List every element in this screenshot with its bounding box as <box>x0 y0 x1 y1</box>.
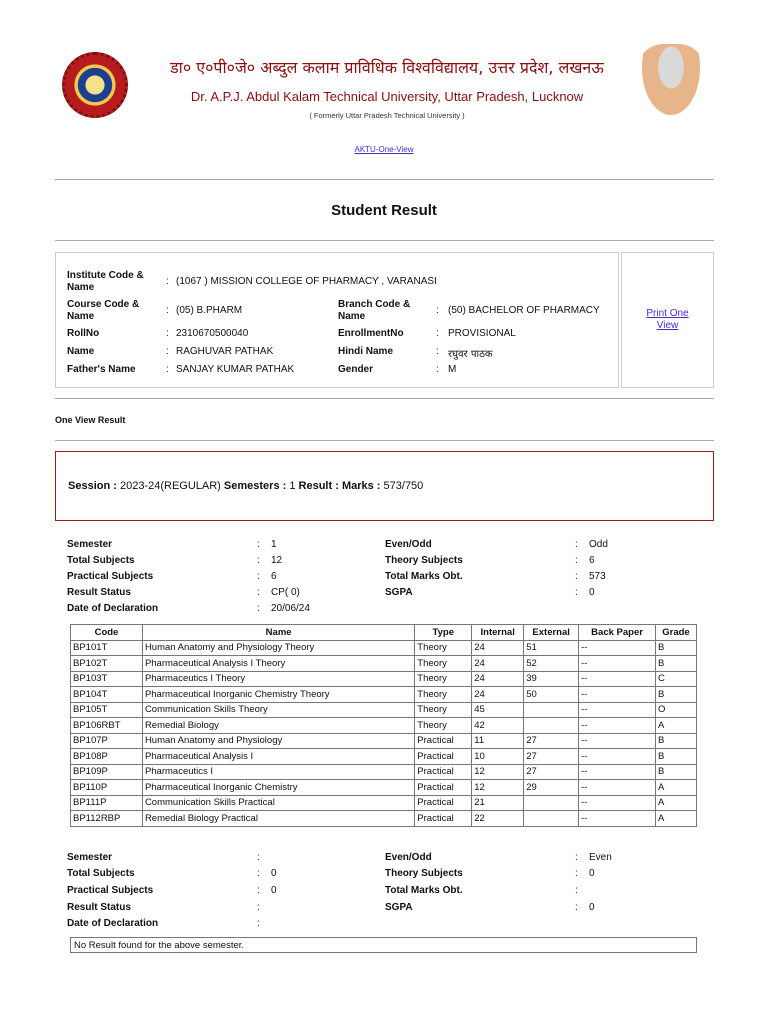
total-subjects-label: Total Subjects <box>67 555 135 566</box>
column-header: Code <box>71 625 143 641</box>
print-panel <box>621 252 714 388</box>
table-cell: 27 <box>524 749 579 765</box>
table-cell: Human Anatomy and Physiology Theory <box>142 640 414 656</box>
table-cell: Practical <box>415 811 472 827</box>
result-status-label: Result Status <box>67 587 131 598</box>
session-value: 2023-24(REGULAR) <box>119 480 221 492</box>
table-row <box>71 764 697 780</box>
enrollment-label: EnrollmentNo <box>338 328 404 339</box>
table-cell: Pharmaceutical Analysis I Theory <box>142 656 414 672</box>
table-cell: 51 <box>524 640 579 656</box>
table-cell: Practical <box>415 733 472 749</box>
table-cell: BP101T <box>71 640 143 656</box>
column-header: Grade <box>655 625 696 641</box>
session-summary-box <box>55 451 714 521</box>
column-header: Name <box>142 625 414 641</box>
table-cell: A <box>655 795 696 811</box>
page-title: Student Result <box>331 202 437 219</box>
result-status-value: CP( 0) <box>271 587 300 598</box>
session-summary-line <box>68 480 423 492</box>
table-cell: -- <box>579 702 656 718</box>
table-cell: B <box>655 733 696 749</box>
university-english-title: Dr. A.P.J. Abdul Kalam Technical University, Uttar Pradesh, Lucknow <box>190 89 584 104</box>
table-cell: -- <box>579 733 656 749</box>
institute-value: (1067 ) MISSION COLLEGE OF PHARMACY , VARANASI <box>176 276 437 287</box>
practical-subjects-value: 0 <box>271 885 277 896</box>
table-cell: B <box>655 749 696 765</box>
table-cell: Remedial Biology <box>142 718 414 734</box>
marks-label: Marks : <box>341 480 381 492</box>
table-cell: Human Anatomy and Physiology <box>142 733 414 749</box>
gender-value: M <box>448 364 457 375</box>
theory-subjects-label: Theory Subjects <box>385 555 463 566</box>
table-row <box>71 687 697 703</box>
table-cell: Practical <box>415 795 472 811</box>
table-cell: 24 <box>472 687 524 703</box>
table-cell: -- <box>579 749 656 765</box>
branch-value: (50) BACHELOR OF PHARMACY <box>448 305 600 316</box>
table-cell: -- <box>579 811 656 827</box>
practical-subjects-label: Practical Subjects <box>67 885 154 896</box>
table-cell: Pharmaceutics I <box>142 764 414 780</box>
table-cell: B <box>655 640 696 656</box>
university-hindi-title: डा० ए०पी०जे० अब्दुल कलाम प्राविधिक विश्वविद्यालय, उत्तर प्रदेश, लखनऊ <box>170 58 604 77</box>
gender-label: Gender <box>338 364 374 375</box>
total-marks-value: 573 <box>589 571 606 582</box>
name-label: Name <box>67 346 95 357</box>
table-cell: -- <box>579 780 656 796</box>
theory-subjects-value: 6 <box>589 555 595 566</box>
table-row <box>71 640 697 656</box>
result-label: Result : <box>298 480 339 492</box>
hindi-name-value: रघुवर पाठक <box>448 349 493 360</box>
table-cell: 10 <box>472 749 524 765</box>
table-cell: 12 <box>472 780 524 796</box>
table-cell: BP106RBT <box>71 718 143 734</box>
table-cell: Pharmaceutical Inorganic Chemistry <box>142 780 414 796</box>
table-row <box>71 702 697 718</box>
name-value: RAGHUVAR PATHAK <box>176 346 274 357</box>
subject-results-table <box>70 624 697 827</box>
table-cell: B <box>655 656 696 672</box>
table-cell: BP103T <box>71 671 143 687</box>
sgpa-label: SGPA <box>385 587 413 598</box>
table-row <box>71 811 697 827</box>
table-row <box>71 718 697 734</box>
table-cell: 22 <box>472 811 524 827</box>
practical-subjects-label: Practical Subjects <box>67 571 154 582</box>
rollno-label: RollNo <box>67 328 100 339</box>
table-body <box>71 640 697 826</box>
table-cell: BP112RBP <box>71 811 143 827</box>
table-cell: 39 <box>524 671 579 687</box>
enrollment-value: PROVISIONAL <box>448 328 516 339</box>
table-cell: Pharmaceutics I Theory <box>142 671 414 687</box>
table-cell: 29 <box>524 780 579 796</box>
column-header: Back Paper <box>579 625 656 641</box>
even-odd-label: Even/Odd <box>385 539 432 550</box>
table-cell <box>524 718 579 734</box>
table-row <box>71 656 697 672</box>
rollno-value: 2310670500040 <box>176 328 249 339</box>
semester-label: Semester <box>67 852 113 863</box>
father-name-label: Father's Name <box>67 364 136 375</box>
table-cell: 50 <box>524 687 579 703</box>
course-label: Course Code & Name <box>67 299 140 322</box>
table-cell: BP108P <box>71 749 143 765</box>
table-cell: Pharmaceutical Analysis I <box>142 749 414 765</box>
declaration-date-value: 20/06/24 <box>271 603 310 614</box>
theory-subjects-value: 0 <box>589 868 595 879</box>
one-view-result-heading: One View Result <box>55 415 126 425</box>
total-subjects-value: 0 <box>271 868 277 879</box>
table-cell: Pharmaceutical Inorganic Chemistry Theory <box>142 687 414 703</box>
table-cell: Practical <box>415 780 472 796</box>
table-cell: 52 <box>524 656 579 672</box>
table-cell: 45 <box>472 702 524 718</box>
table-cell <box>524 795 579 811</box>
table-cell: BP102T <box>71 656 143 672</box>
table-header-row <box>71 625 697 641</box>
table-cell: -- <box>579 640 656 656</box>
table-cell: Communication Skills Theory <box>142 702 414 718</box>
divider <box>55 398 714 399</box>
table-cell: A <box>655 811 696 827</box>
university-logo <box>62 52 128 118</box>
total-subjects-label: Total Subjects <box>67 868 135 879</box>
table-cell: BP107P <box>71 733 143 749</box>
table-cell: 11 <box>472 733 524 749</box>
table-cell: 12 <box>472 764 524 780</box>
table-cell: Theory <box>415 640 472 656</box>
column-header: Internal <box>472 625 524 641</box>
result-status-label: Result Status <box>67 902 131 913</box>
table-cell: B <box>655 764 696 780</box>
university-formerly-note: ( Formerly Uttar Pradesh Technical University ) <box>309 111 465 120</box>
table-row <box>71 733 697 749</box>
table-cell: -- <box>579 656 656 672</box>
table-cell: BP110P <box>71 780 143 796</box>
founder-portrait-image <box>634 44 708 128</box>
declaration-date-label: Date of Declaration <box>67 603 159 614</box>
table-cell: A <box>655 780 696 796</box>
declaration-date-label: Date of Declaration <box>67 918 159 929</box>
sgpa-value: 0 <box>589 587 595 598</box>
table-cell: -- <box>579 795 656 811</box>
column-header: External <box>524 625 579 641</box>
table-cell: Theory <box>415 718 472 734</box>
table-cell: Remedial Biology Practical <box>142 811 414 827</box>
column-header: Type <box>415 625 472 641</box>
table-row <box>71 749 697 765</box>
table-cell: O <box>655 702 696 718</box>
total-marks-label: Total Marks Obt. <box>385 571 463 582</box>
table-cell: A <box>655 718 696 734</box>
table-cell <box>524 702 579 718</box>
total-marks-label: Total Marks Obt. <box>385 885 463 896</box>
sgpa-value: 0 <box>589 902 595 913</box>
table-cell: Practical <box>415 749 472 765</box>
table-cell: Theory <box>415 702 472 718</box>
no-result-message: No Result found for the above semester. <box>70 937 697 953</box>
divider <box>55 240 714 241</box>
even-odd-value: Even <box>589 852 612 863</box>
table-cell: BP109P <box>71 764 143 780</box>
table-cell: BP104T <box>71 687 143 703</box>
semesters-value: 1 <box>289 480 296 492</box>
table-cell: 42 <box>472 718 524 734</box>
table-cell: -- <box>579 764 656 780</box>
table-cell: BP111P <box>71 795 143 811</box>
table-cell: B <box>655 687 696 703</box>
semester-label: Semester <box>67 539 113 550</box>
table-cell: 24 <box>472 656 524 672</box>
table-row <box>71 795 697 811</box>
session-label: Session : <box>68 480 117 492</box>
table-cell: -- <box>579 718 656 734</box>
semesters-label: Semesters : <box>223 480 287 492</box>
table-cell: BP105T <box>71 702 143 718</box>
sgpa-label: SGPA <box>385 902 413 913</box>
divider <box>55 179 714 180</box>
even-odd-value: Odd <box>589 539 608 550</box>
student-info-panel: Institute Code & Name : (1067 ) MISSION COLLEGE OF PHARMACY , VARANASI Course Code & Name : (05) B.PHARM Branch Code & Name : (50) BACHELOR OF PHARMACY RollNo : 2310670500040 EnrollmentNo : PROVISIONAL Name : RAGHUVAR PATHAK Hindi Name : रघुवर पाठक Father's Name : SANJAY KUMAR PATHAK Gender : M <box>55 252 619 388</box>
table-cell: 24 <box>472 640 524 656</box>
table-row <box>71 780 697 796</box>
table-cell: Practical <box>415 764 472 780</box>
table-cell <box>524 811 579 827</box>
father-name-value: SANJAY KUMAR PATHAK <box>176 364 295 375</box>
table-cell: C <box>655 671 696 687</box>
university-header <box>58 44 708 134</box>
table-cell: -- <box>579 687 656 703</box>
table-row <box>71 671 697 687</box>
table-cell: Communication Skills Practical <box>142 795 414 811</box>
table-cell: 27 <box>524 733 579 749</box>
aktu-one-view-link[interactable]: AKTU-One-View <box>354 145 414 154</box>
divider <box>55 440 714 441</box>
theory-subjects-label: Theory Subjects <box>385 868 463 879</box>
print-one-view-link[interactable]: Print One View <box>646 308 689 331</box>
semester-value: 1 <box>271 539 277 550</box>
table-cell: Theory <box>415 687 472 703</box>
practical-subjects-value: 6 <box>271 571 277 582</box>
table-cell: 27 <box>524 764 579 780</box>
table-cell: Theory <box>415 671 472 687</box>
marks-value: 573/750 <box>383 480 424 492</box>
branch-label: Branch Code & Name <box>338 299 411 322</box>
institute-label: Institute Code & Name <box>67 270 144 293</box>
course-value: (05) B.PHARM <box>176 305 243 316</box>
hindi-name-label: Hindi Name <box>338 346 394 357</box>
table-cell: 21 <box>472 795 524 811</box>
table-cell: 24 <box>472 671 524 687</box>
table-cell: Theory <box>415 656 472 672</box>
table-cell: -- <box>579 671 656 687</box>
total-subjects-value: 12 <box>271 555 283 566</box>
even-odd-label: Even/Odd <box>385 852 432 863</box>
